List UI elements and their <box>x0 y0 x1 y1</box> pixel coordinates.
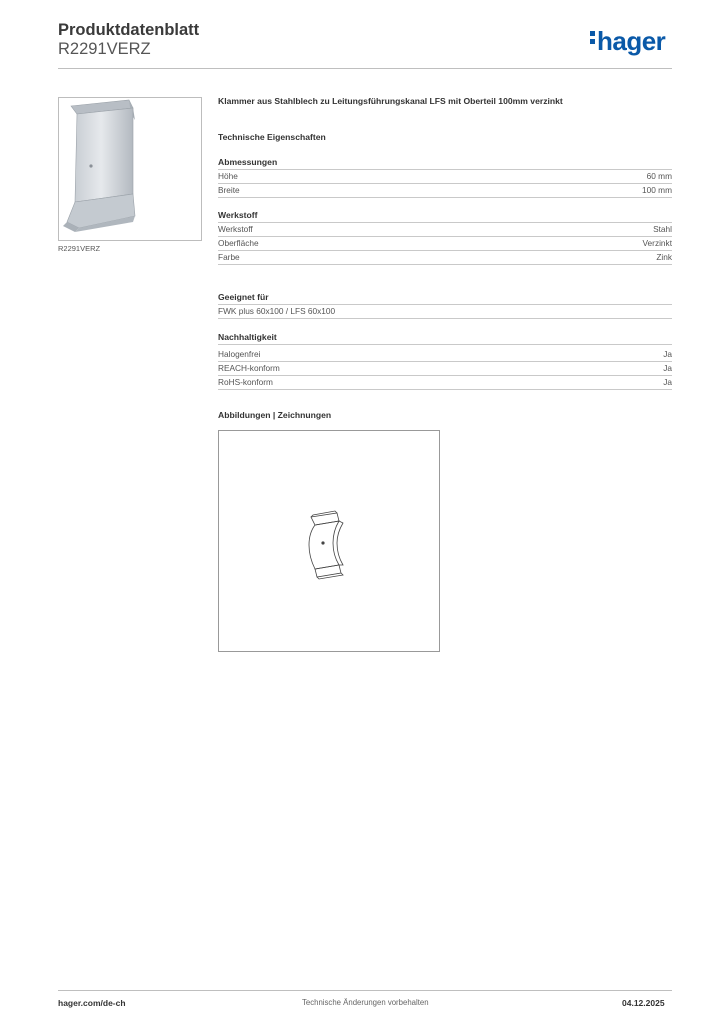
footer-website-link[interactable]: hager.com/de-ch <box>58 998 126 1008</box>
row-value: Zink <box>656 252 672 262</box>
row-value: 60 mm <box>646 171 672 181</box>
hager-logo <box>590 28 665 54</box>
drawings-heading: Abbildungen | Zeichnungen <box>218 410 332 420</box>
row-label: Werkstoff <box>218 224 253 234</box>
logo-dots-icon <box>590 31 595 47</box>
row-label: REACH-konform <box>218 363 280 373</box>
group-title-werkstoff: Werkstoff <box>218 210 672 223</box>
technical-properties-heading: Technische Eigenschaften <box>218 132 326 142</box>
table-row <box>218 305 672 319</box>
footer-notice: Technische Änderungen vorbehalten <box>302 998 429 1007</box>
technical-drawing <box>218 430 440 652</box>
row-label: Oberfläche <box>218 238 259 248</box>
table-row <box>218 251 672 265</box>
product-image <box>58 97 202 241</box>
table-row <box>218 348 672 362</box>
table-row <box>218 223 672 237</box>
row-value: Stahl <box>653 224 672 234</box>
row-value: Ja <box>663 349 672 359</box>
product-image-caption: R2291VERZ <box>58 244 101 253</box>
header-divider <box>58 68 672 69</box>
row-label: Farbe <box>218 252 240 262</box>
logo-text: hager <box>597 26 666 56</box>
footer-divider <box>58 990 672 991</box>
footer-date: 04.12.2025 <box>622 998 665 1008</box>
product-code: R2291VERZ <box>58 40 151 58</box>
product-description: Klammer aus Stahlblech zu Leitungsführungskanal LFS mit Oberteil 100mm verzinkt <box>218 96 563 106</box>
row-value: Verzinkt <box>642 238 672 248</box>
row-value: Ja <box>663 377 672 387</box>
row-label: Höhe <box>218 171 238 181</box>
table-row <box>218 170 672 184</box>
page-title: Produktdatenblatt <box>58 21 200 39</box>
row-label: RoHS-konform <box>218 377 273 387</box>
group-title-nachhaltigkeit: Nachhaltigkeit <box>218 332 672 345</box>
group-title-abmessungen: Abmessungen <box>218 157 672 170</box>
table-row <box>218 376 672 390</box>
row-label: Breite <box>218 185 240 195</box>
row-label: Halogenfrei <box>218 349 261 359</box>
row-value: 100 mm <box>642 185 672 195</box>
row-label: FWK plus 60x100 / LFS 60x100 <box>218 306 336 316</box>
table-row <box>218 362 672 376</box>
table-row <box>218 237 672 251</box>
row-value: Ja <box>663 363 672 373</box>
clamp-photo-icon <box>59 98 201 240</box>
group-title-geeignet: Geeignet für <box>218 292 672 305</box>
clamp-drawing-icon <box>219 431 439 651</box>
table-row <box>218 184 672 198</box>
